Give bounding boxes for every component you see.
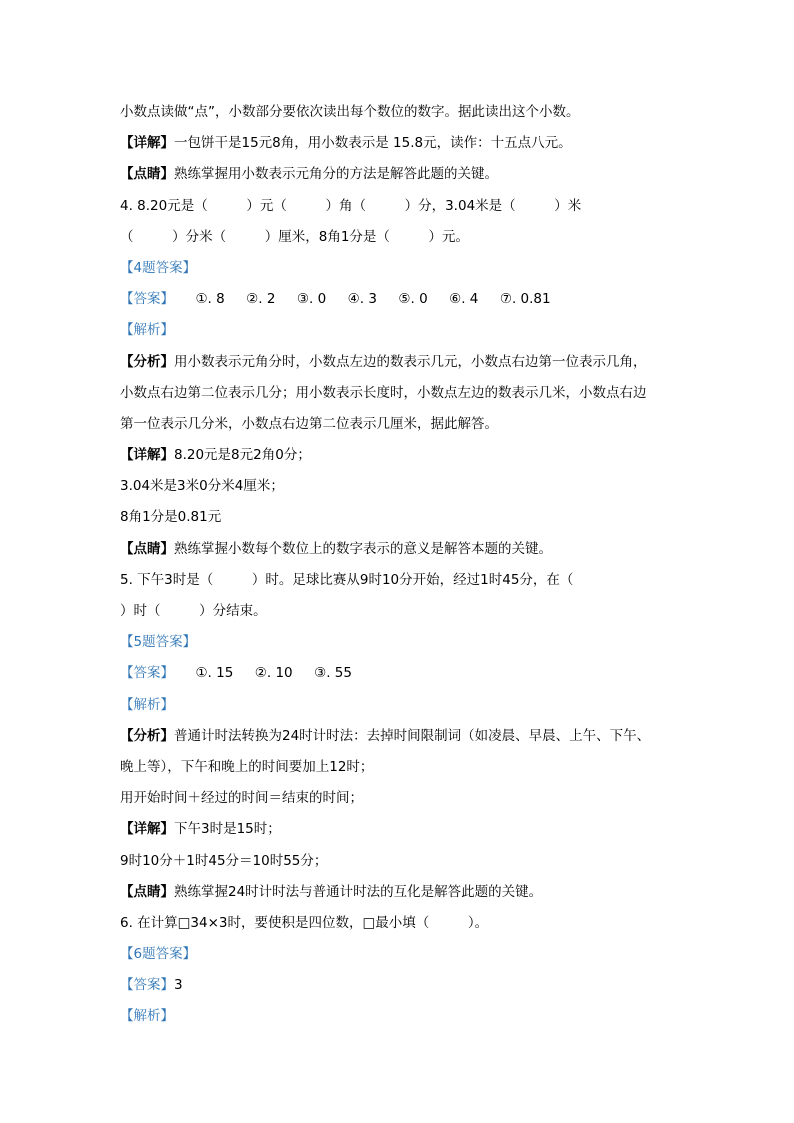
line-label: 【答案】 xyxy=(120,665,174,682)
answer-line xyxy=(120,289,680,320)
line-label: 【详解】 xyxy=(120,447,174,464)
question-line xyxy=(120,196,680,227)
line-text: 熟练掌握用小数表示元角分的方法是解答此题的关键。 xyxy=(174,166,498,183)
line-label: 【分析】 xyxy=(120,727,174,744)
line-text: 用开始时间＋经过的时间＝结束的时间； xyxy=(120,790,363,807)
text-line xyxy=(120,851,680,882)
section-heading xyxy=(120,632,680,663)
question-line xyxy=(120,601,680,632)
text-line xyxy=(120,757,680,788)
line-text: 8角1分是0.81元 xyxy=(120,509,222,526)
text-line xyxy=(120,102,680,133)
question-line xyxy=(120,227,680,258)
text-line xyxy=(120,819,680,850)
section-heading xyxy=(120,258,680,289)
line-text: （ ）分米（ ）厘米，8角1分是（ ）元。 xyxy=(120,228,470,245)
answer-line xyxy=(120,663,680,694)
line-label: 【答案】 xyxy=(120,291,174,308)
line-text: 5. 下午3时是（ ）时。足球比赛从9时10分开始，经过1时45分，在（ xyxy=(120,571,574,588)
line-text: 8.20元是8元2角0分； xyxy=(174,447,311,464)
line-text: 3.04米是3米0分米4厘米； xyxy=(120,478,284,495)
line-text: 晚上等），下午和晚上的时间要加上12时； xyxy=(120,758,374,775)
line-text: 【解析】 xyxy=(120,696,174,713)
line-text: 小数点右边第二位表示几分；用小数表示长度时，小数点左边的数表示几米，小数点右边 xyxy=(120,384,647,401)
line-text: 普通计时法转换为24时计时法：去掉时间限制词（如凌晨、早晨、上午、下午、 xyxy=(174,727,651,744)
text-line xyxy=(120,133,680,164)
line-text: ①. 15 ②. 10 ③. 55 xyxy=(174,665,352,682)
line-text: 9时10分＋1时45分＝10时55分； xyxy=(120,852,328,869)
line-label: 【点睛】 xyxy=(120,166,174,183)
text-line xyxy=(120,164,680,195)
text-line xyxy=(120,383,680,414)
text-line xyxy=(120,476,680,507)
section-heading xyxy=(120,320,680,351)
line-text: 【4题答案】 xyxy=(120,259,197,276)
line-label: 【点睛】 xyxy=(120,540,174,557)
question-line xyxy=(120,913,680,944)
line-text: 第一位表示几分米，小数点右边第二位表示几厘米，据此解答。 xyxy=(120,415,498,432)
line-text: 熟练掌握24时计时法与普通计时法的互化是解答此题的关键。 xyxy=(174,883,543,900)
line-label: 【详解】 xyxy=(120,135,174,152)
line-text: 【5题答案】 xyxy=(120,634,197,651)
line-text: 一包饼干是15元8角，用小数表示是 15.8元，读作：十五点八元。 xyxy=(174,135,572,152)
line-label: 【点睛】 xyxy=(120,883,174,900)
text-line xyxy=(120,882,680,913)
line-text: 【解析】 xyxy=(120,1008,174,1025)
line-text: 熟练掌握小数每个数位上的数字表示的意义是解答本题的关键。 xyxy=(174,540,552,557)
line-text: 4. 8.20元是（ ）元（ ）角（ ）分，3.04米是（ ）米 xyxy=(120,197,582,214)
text-line xyxy=(120,445,680,476)
line-text: 【解析】 xyxy=(120,322,174,339)
line-text: 【6题答案】 xyxy=(120,946,197,963)
line-label: 【分析】 xyxy=(120,353,174,370)
text-line xyxy=(120,726,680,757)
question-line xyxy=(120,570,680,601)
line-text: 用小数表示元角分时，小数点左边的数表示几元，小数点右边第一位表示几角， xyxy=(174,353,647,370)
text-line xyxy=(120,788,680,819)
line-text: 3 xyxy=(174,977,183,994)
section-heading xyxy=(120,695,680,726)
line-text: ①. 8 ②. 2 ③. 0 ④. 3 ⑤. 0 ⑥. 4 ⑦. 0.81 xyxy=(174,291,551,308)
document-page xyxy=(120,102,680,1038)
text-line xyxy=(120,352,680,383)
section-heading xyxy=(120,1006,680,1037)
line-text: 下午3时是15时； xyxy=(174,821,281,838)
text-line xyxy=(120,539,680,570)
line-text: 6. 在计算□34×3时，要使积是四位数，□最小填（ ）。 xyxy=(120,914,489,931)
line-label: 【答案】 xyxy=(120,977,174,994)
answer-line xyxy=(120,975,680,1006)
text-line xyxy=(120,414,680,445)
line-text: ）时（ ）分结束。 xyxy=(120,603,267,619)
text-line xyxy=(120,507,680,538)
section-heading xyxy=(120,944,680,975)
line-label: 【详解】 xyxy=(120,821,174,838)
line-text: 小数点读做“点”，小数部分要依次读出每个数位的数字。据此读出这个小数。 xyxy=(120,104,580,120)
